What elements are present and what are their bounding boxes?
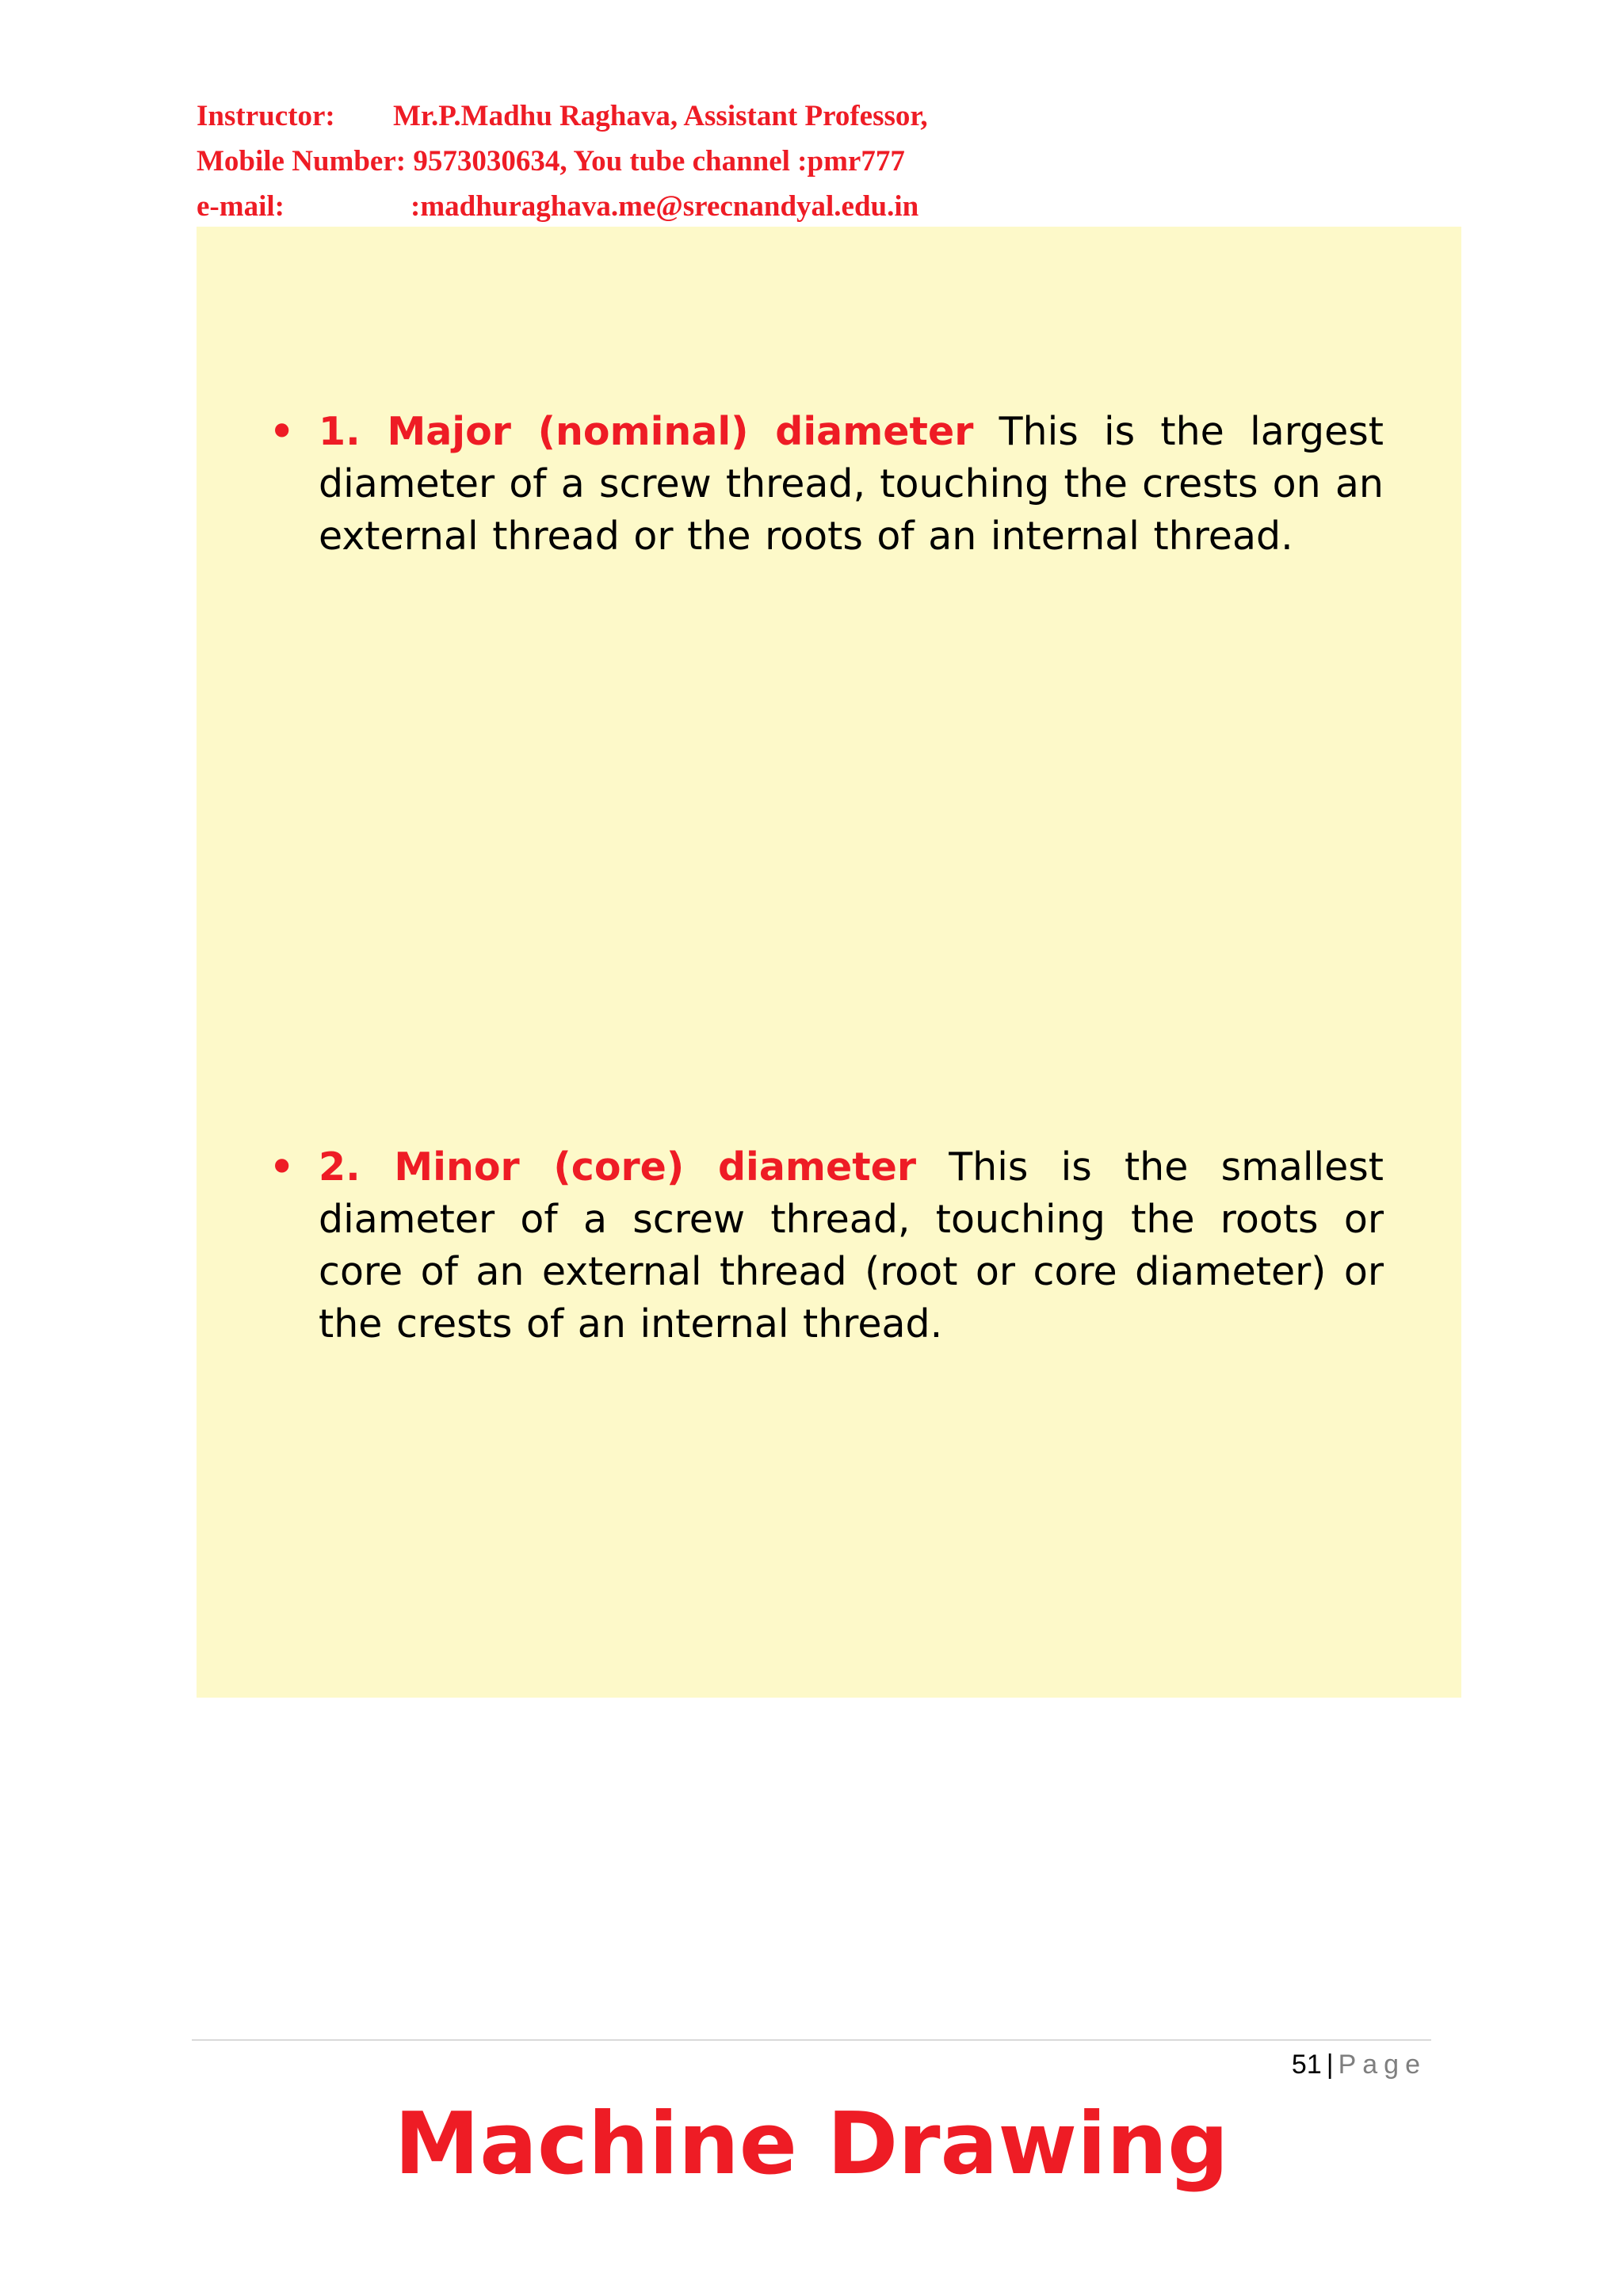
page-number-value: 51 xyxy=(1291,2050,1322,2080)
email-address: :madhuraghava.me@srecnandyal.edu.in xyxy=(411,190,919,223)
instructor-name: Mr.P.Madhu Raghava, Assistant Professor, xyxy=(393,100,928,132)
page-number xyxy=(1236,2046,1426,2083)
page-label: Page xyxy=(1338,2050,1426,2080)
page-number-separator: | xyxy=(1326,2050,1334,2080)
term-heading: 2. Minor (core) diameter xyxy=(319,1144,917,1190)
instructor-header xyxy=(197,94,1306,229)
bullet-body xyxy=(319,406,1384,563)
email-label: e-mail: xyxy=(197,190,285,223)
contact-line xyxy=(197,139,1306,184)
footer-title: Machine Drawing xyxy=(394,2095,1229,2194)
term-heading: 1. Major (nominal) diameter xyxy=(319,409,974,454)
email-line xyxy=(197,184,1306,229)
bullet-body xyxy=(319,1141,1384,1350)
instructor-label: Instructor: xyxy=(197,100,335,132)
contact-text: Mobile Number: 9573030634, You tube channel :pmr777 xyxy=(197,145,905,178)
bullet-minor-diameter xyxy=(269,1141,1384,1350)
footer-divider xyxy=(192,2039,1431,2041)
slide-panel xyxy=(197,227,1461,1698)
instructor-line xyxy=(197,94,1306,139)
bullet-marker: • xyxy=(269,409,295,454)
bullet-major-diameter xyxy=(269,406,1384,563)
bullet-marker: • xyxy=(269,1144,295,1190)
term-definition: This is the largest diameter of a screw thread, touching the crests on an external thread or the roots of an internal thread. xyxy=(319,409,1384,559)
term-definition: This is the smallest diameter of a screw thread, touching the roots or core of an external thread (root or core diameter) or the crests of an internal thread. xyxy=(319,1144,1384,1347)
